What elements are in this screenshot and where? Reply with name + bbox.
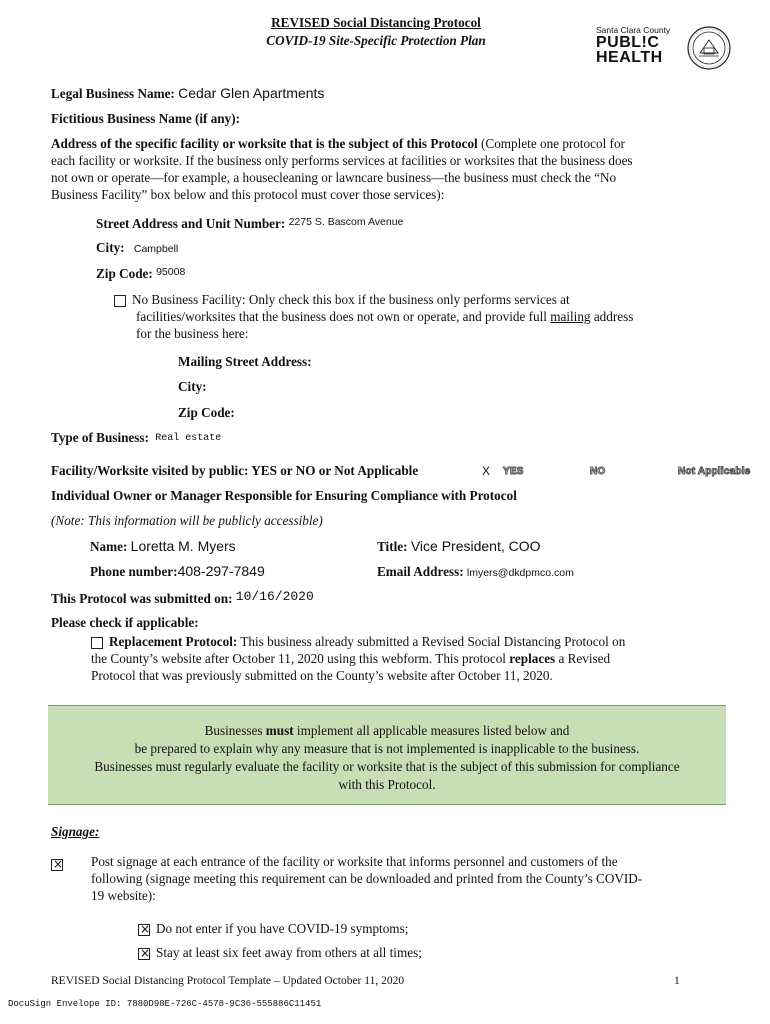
- business-type-value[interactable]: Real estate: [155, 433, 222, 444]
- no-facility-text-1: No Business Facility: Only check this box if the business only performs services at: [132, 292, 570, 307]
- fictitious-name-label: Fictitious Business Name (if any):: [51, 111, 241, 126]
- mailing-zip-label: Zip Code:: [178, 405, 235, 420]
- replacement-text-3: Protocol that was previously submitted on the County’s website after October 11, 2020.: [91, 668, 553, 683]
- docusign-envelope-id: DocuSign Envelope ID: 7880D98E-726C-4578-9C36-555886C11451: [8, 999, 322, 1009]
- name-row: [90, 538, 236, 555]
- replacement-text-1: This business already submitted a Revised Social Distancing Protocol on: [240, 634, 626, 649]
- city-value[interactable]: Campbell: [133, 243, 179, 255]
- no-facility-text-2: facilities/worksites that the business does not own or operate, and provide full: [136, 309, 547, 324]
- signage-checkbox[interactable]: [51, 859, 63, 871]
- responsible-heading: Individual Owner or Manager Responsible for Ensuring Compliance with Protocol: [51, 488, 517, 503]
- submitted-label: This Protocol was submitted on:: [51, 591, 233, 606]
- title-label: Title:: [377, 539, 408, 554]
- street-label: Street Address and Unit Number:: [96, 216, 286, 231]
- visited-label: Facility/Worksite visited by public: YES or NO or Not Applicable: [51, 463, 419, 478]
- replacement-text-2b: replaces: [509, 651, 556, 666]
- street-row: [96, 214, 403, 232]
- document-title: REVISED Social Distancing Protocol: [271, 15, 481, 30]
- mailing-street-label: Mailing Street Address:: [178, 354, 312, 369]
- business-type-label: Type of Business:: [51, 430, 149, 445]
- notice-line1a: Businesses: [204, 723, 263, 738]
- zip-value[interactable]: 95008: [156, 266, 186, 278]
- signage-sub-1-text: Do not enter if you have COVID-19 symptoms;: [156, 921, 409, 936]
- check-applicable-heading: Please check if applicable:: [51, 615, 199, 630]
- title-value[interactable]: Vice President, COO: [410, 538, 541, 554]
- address-instructions-1: (Complete one protocol for: [481, 136, 625, 151]
- no-facility-mailing: mailing: [550, 309, 591, 324]
- city-label: City:: [96, 240, 125, 255]
- signage-item-2: following (signage meeting this requirement can be downloaded and printed from the County’s COVID-: [91, 871, 643, 886]
- replacement-text-2a: the County’s website after October 11, 2020 using this webform. This protocol: [91, 651, 506, 666]
- email-label: Email Address:: [377, 564, 464, 579]
- replacement-label: Replacement Protocol:: [109, 634, 238, 649]
- signage-heading: Signage:: [51, 824, 100, 839]
- visited-by-public-row: [51, 462, 766, 479]
- legal-name-label: Legal Business Name:: [51, 86, 175, 101]
- title-row: [377, 538, 541, 555]
- signage-item-3: 19 website):: [91, 888, 156, 903]
- page-number: 1: [674, 975, 680, 987]
- address-instructions-2: each facility or worksite. If the business only performs services at facilities or worksites that the business does: [51, 153, 633, 168]
- notice-line3: Businesses must regularly evaluate the facility or worksite that is the subject of this submission for compliance: [94, 759, 680, 774]
- replacement-text-2c: a Revised: [558, 651, 611, 666]
- document-subtitle: COVID-19 Site-Specific Protection Plan: [266, 33, 486, 48]
- notice-line1b: must: [265, 723, 294, 738]
- visited-mark[interactable]: X: [482, 464, 491, 478]
- submitted-value[interactable]: 10/16/2020: [235, 589, 314, 604]
- visited-option-yes[interactable]: YES: [503, 466, 524, 477]
- city-row: [96, 239, 178, 258]
- footer-text: REVISED Social Distancing Protocol Template – Updated October 11, 2020: [51, 975, 405, 987]
- phone-row: [90, 563, 265, 580]
- address-instructions-3: not own or operate—for example, a housecleaning or lawncare business—the business must check the “No: [51, 170, 617, 185]
- legal-name-row: [51, 85, 324, 102]
- business-type-row: [51, 429, 221, 447]
- signage-sub-1: [138, 920, 408, 937]
- signage-sub-2: [138, 944, 422, 961]
- signage-item: [91, 853, 731, 904]
- signage-item-1: Post signage at each entrance of the facility or worksite that informs personnel and customers of the: [91, 854, 618, 869]
- symptoms-checkbox[interactable]: [138, 924, 150, 936]
- address-instructions-4: Business Facility” box below and this protocol must cover those services):: [51, 187, 445, 202]
- notice-line2: be prepared to explain why any measure that is not implemented is inapplicable to the business.: [134, 741, 640, 756]
- no-facility-text-4: for the business here:: [136, 326, 249, 341]
- notice-line1c: implement all applicable measures listed below and: [296, 723, 570, 738]
- replacement-checkbox[interactable]: [91, 637, 103, 649]
- mailing-city-label: City:: [178, 379, 207, 394]
- legal-name-value[interactable]: Cedar Glen Apartments: [178, 85, 325, 101]
- visited-option-na[interactable]: Not Applicable: [678, 466, 751, 477]
- no-facility-text-3: address: [593, 309, 634, 324]
- zip-label: Zip Code:: [96, 266, 153, 281]
- phone-value[interactable]: 408-297-7849: [177, 563, 265, 579]
- logo-health: HEALTH: [596, 49, 663, 66]
- address-instructions: [51, 135, 731, 203]
- distance-checkbox[interactable]: [138, 948, 150, 960]
- county-seal-icon: [687, 26, 731, 70]
- zip-row: [96, 264, 185, 282]
- logo-public: PUBL!C: [596, 34, 660, 51]
- address-label: Address of the specific facility or worksite that is the subject of this Protocol: [51, 136, 478, 151]
- name-label: Name:: [90, 539, 128, 554]
- email-value[interactable]: lmyers@dkdpmco.com: [466, 567, 574, 579]
- signage-checkbox-main[interactable]: [51, 855, 69, 872]
- visited-option-no[interactable]: NO: [590, 466, 606, 477]
- public-health-logo: [596, 26, 686, 65]
- no-facility-checkbox[interactable]: [114, 295, 126, 307]
- submitted-row: [51, 588, 314, 607]
- notice-line4: with this Protocol.: [338, 777, 436, 792]
- street-value[interactable]: 2275 S. Bascom Avenue: [288, 216, 404, 228]
- compliance-notice-box: [48, 705, 726, 805]
- replacement-protocol: [91, 633, 731, 684]
- no-business-facility-option: [114, 291, 734, 342]
- signage-sub-2-text: Stay at least six feet away from others at all times;: [156, 945, 422, 960]
- phone-label: Phone number:: [90, 564, 178, 579]
- name-value[interactable]: Loretta M. Myers: [130, 538, 236, 554]
- responsible-note: (Note: This information will be publicly accessible): [51, 513, 323, 528]
- email-row: [377, 563, 574, 582]
- logo-county: Santa Clara County: [596, 25, 671, 35]
